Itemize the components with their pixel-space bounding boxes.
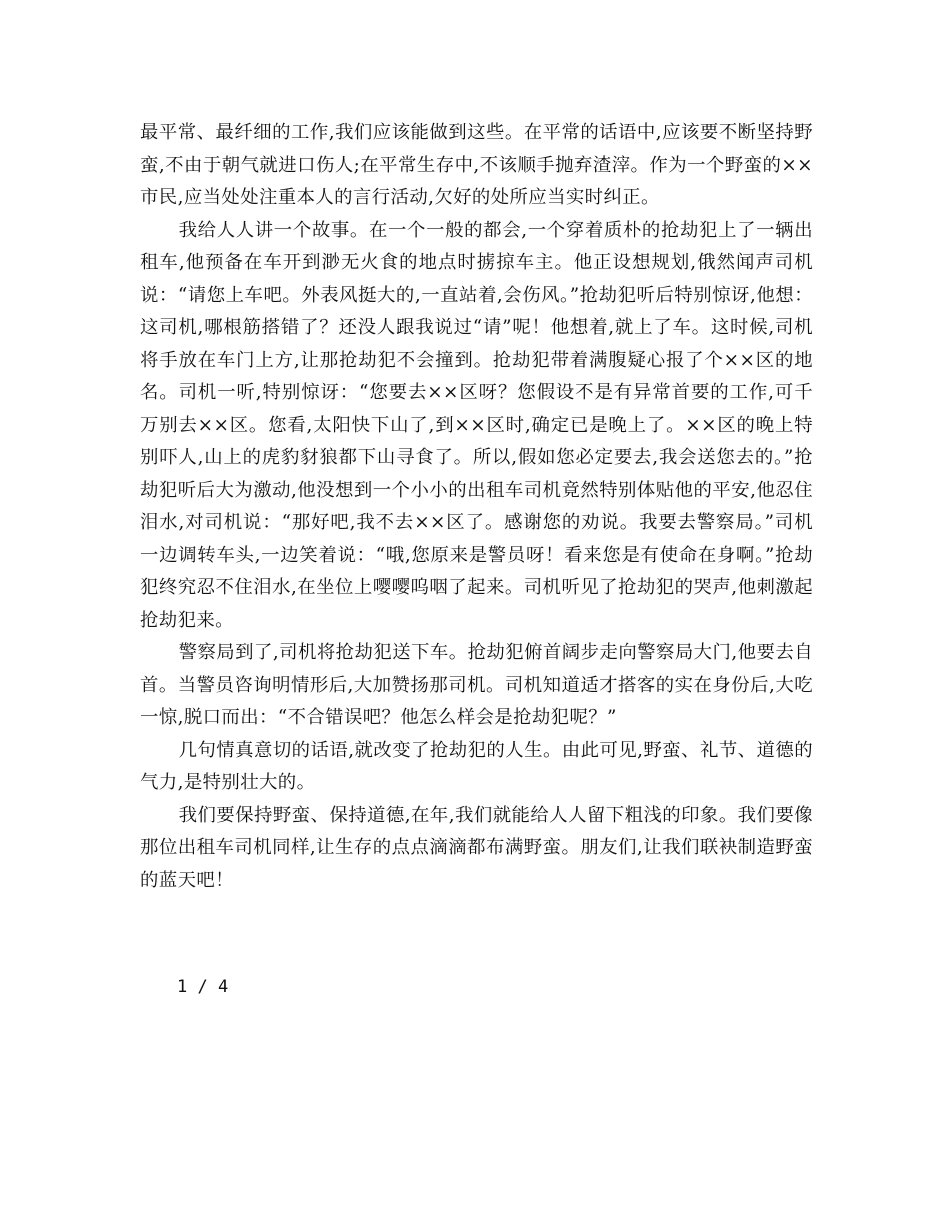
paragraph-conclusion: 几句情真意切的话语,就改变了抢劫犯的人生。由此可见,野蛮、礼节、道德的气力,是特别壮大的。	[140, 739, 813, 793]
paragraph-continuation: 最平常、最纤细的工作,我们应该能做到这些。在平常的话语中,应该要不断坚持野蛮,不由于朝气就进口伤人;在平常生存中,不该顺手抛弃渣滓。作为一个野蛮的××市民,应当处处注重本人的言行活动,欠好的处所应当实时纠正。	[140, 122, 813, 208]
page-number: 1 / 4	[177, 977, 229, 997]
paragraph-closing: 我们要保持野蛮、保持道德,在年,我们就能给人人留下粗浅的印象。我们要像那位出租车司机同样,让生存的点点滴滴都布满野蛮。朋友们,让我们联袂制造野蛮的蓝天吧！	[140, 804, 813, 891]
paragraph-police-station: 警察局到了,司机将抢劫犯送下车。抢劫犯俯首阔步走向警察局大门,他要去自首。当警员咨询明情形后,大加赞扬那司机。司机知道适才搭客的实在身份后,大吃一惊,脱口而出：“不合错误吧？他怎么样会是抢劫犯呢？”	[140, 642, 813, 728]
body-text	[140, 117, 813, 897]
paragraph-story: 我给人人讲一个故事。在一个一般的都会,一个穿着质朴的抢劫犯上了一辆出租车,他预备在车开到渺无火食的地点时掳掠车主。他正设想规划,俄然闻声司机说：“请您上车吧。外表风挺大的,一直站着,会伤风。”抢劫犯听后特别惊讶,他想：这司机,哪根筋搭错了？还没人跟我说过“请”呢！他想着,就上了车。这时候,司机将手放在车门上方,让那抢劫犯不会撞到。抢劫犯带着满腹疑心报了个××区的地名。司机一听,特别惊讶：“您要去××区呀？您假设不是有异常首要的工作,可千万别去××区。您看,太阳快下山了,到××区时,确定已是晚上了。××区的晚上特别吓人,山上的虎豹豺狼都下山寻食了。所以,假如您必定要去,我会送您去的。”抢劫犯听后大为激动,他没想到一个小小的出租车司机竟然特别体贴他的平安,他忍住泪水,对司机说：“那好吧,我不去××区了。感谢您的劝说。我要去警察局。”司机一边调转车头,一边笑着说：“哦,您原来是警员呀！看来您是有使命在身啊。”抢劫犯终究忍不住泪水,在坐位上嘤嘤呜咽了起来。司机听见了抢劫犯的哭声,他刺激起抢劫犯来。	[140, 219, 813, 631]
